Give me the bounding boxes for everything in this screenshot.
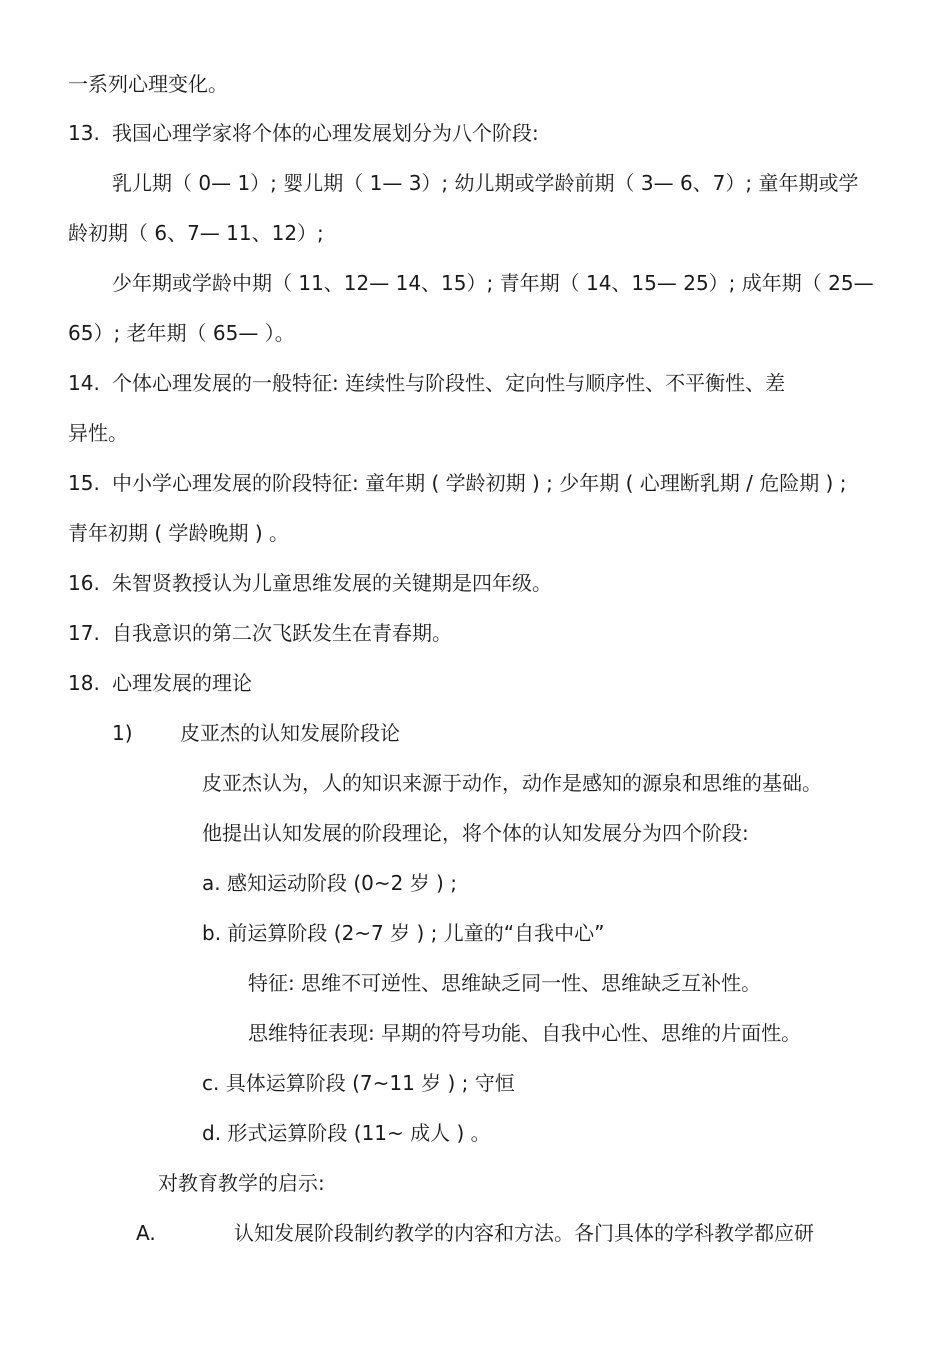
- item-13: [68, 119, 539, 147]
- item-number: 13.: [68, 121, 100, 145]
- item-number: 14.: [68, 371, 100, 395]
- item-15: [68, 469, 846, 497]
- item-number: 18.: [68, 671, 100, 695]
- text-line: 65）; 老年期（ 65— ）。: [68, 321, 295, 345]
- item-number: 17.: [68, 621, 100, 645]
- stage-d: d. 形式运算阶段 (11~ 成人 ) 。: [202, 1121, 491, 1145]
- point-a: [136, 1219, 814, 1247]
- text-line: 特征: 思维不可逆性、思维缺乏同一性、思维缺乏互补性。: [248, 971, 762, 995]
- stage-a: a. 感知运动阶段 (0~2 岁 ) ;: [202, 871, 457, 895]
- item-text: 我国心理学家将个体的心理发展划分为八个阶段:: [112, 121, 539, 145]
- text-line: 乳儿期（ 0— 1）; 婴儿期（ 1— 3）; 幼儿期或学龄前期（ 3— 6、7）; 童年期或学: [112, 171, 859, 195]
- item-text: 中小学心理发展的阶段特征: 童年期 ( 学龄初期 ) ; 少年期 ( 心理断乳期 / 危险期 ) ;: [112, 471, 847, 495]
- text-line: 龄初期（ 6、7— 11、12）;: [68, 221, 324, 245]
- item-18: [68, 669, 252, 697]
- item-text: 个体心理发展的一般特征: 连续性与阶段性、定向性与顺序性、不平衡性、差: [112, 371, 786, 395]
- item-number: 16.: [68, 571, 100, 595]
- item-17: [68, 619, 452, 647]
- subitem-1: [112, 719, 400, 747]
- point-letter: A.: [136, 1221, 156, 1245]
- item-text: 自我意识的第二次飞跃发生在青春期。: [112, 621, 452, 645]
- point-text: 认知发展阶段制约教学的内容和方法。各门具体的学科教学都应研: [234, 1221, 814, 1245]
- stage-b: b. 前运算阶段 (2~7 岁 ) ; 儿童的“自我中心”: [202, 921, 605, 945]
- text-line: 异性。: [68, 421, 128, 445]
- stage-c: c. 具体运算阶段 (7~11 岁 ) ; 守恒: [202, 1071, 515, 1095]
- text-line: 一系列心理变化。: [68, 72, 228, 96]
- item-14: [68, 369, 785, 397]
- text-line: 青年初期 ( 学龄晚期 ) 。: [68, 521, 290, 545]
- subitem-number: 1): [112, 721, 133, 745]
- item-number: 15.: [68, 471, 100, 495]
- text-line: 思维特征表现: 早期的符号功能、自我中心性、思维的片面性。: [248, 1021, 802, 1045]
- text-line: 他提出认知发展的阶段理论，将个体的认知发展分为四个阶段:: [202, 821, 749, 845]
- text-line: 少年期或学龄中期（ 11、12— 14、15）; 青年期（ 14、15— 25）; 成年期（ 25—: [112, 271, 874, 295]
- text-line: 对教育教学的启示:: [158, 1171, 325, 1195]
- item-text: 朱智贤教授认为儿童思维发展的关键期是四年级。: [112, 571, 552, 595]
- item-text: 心理发展的理论: [112, 671, 252, 695]
- text-line: 皮亚杰认为，人的知识来源于动作，动作是感知的源泉和思维的基础。: [202, 771, 822, 795]
- item-16: [68, 569, 552, 597]
- subitem-text: 皮亚杰的认知发展阶段论: [180, 721, 400, 745]
